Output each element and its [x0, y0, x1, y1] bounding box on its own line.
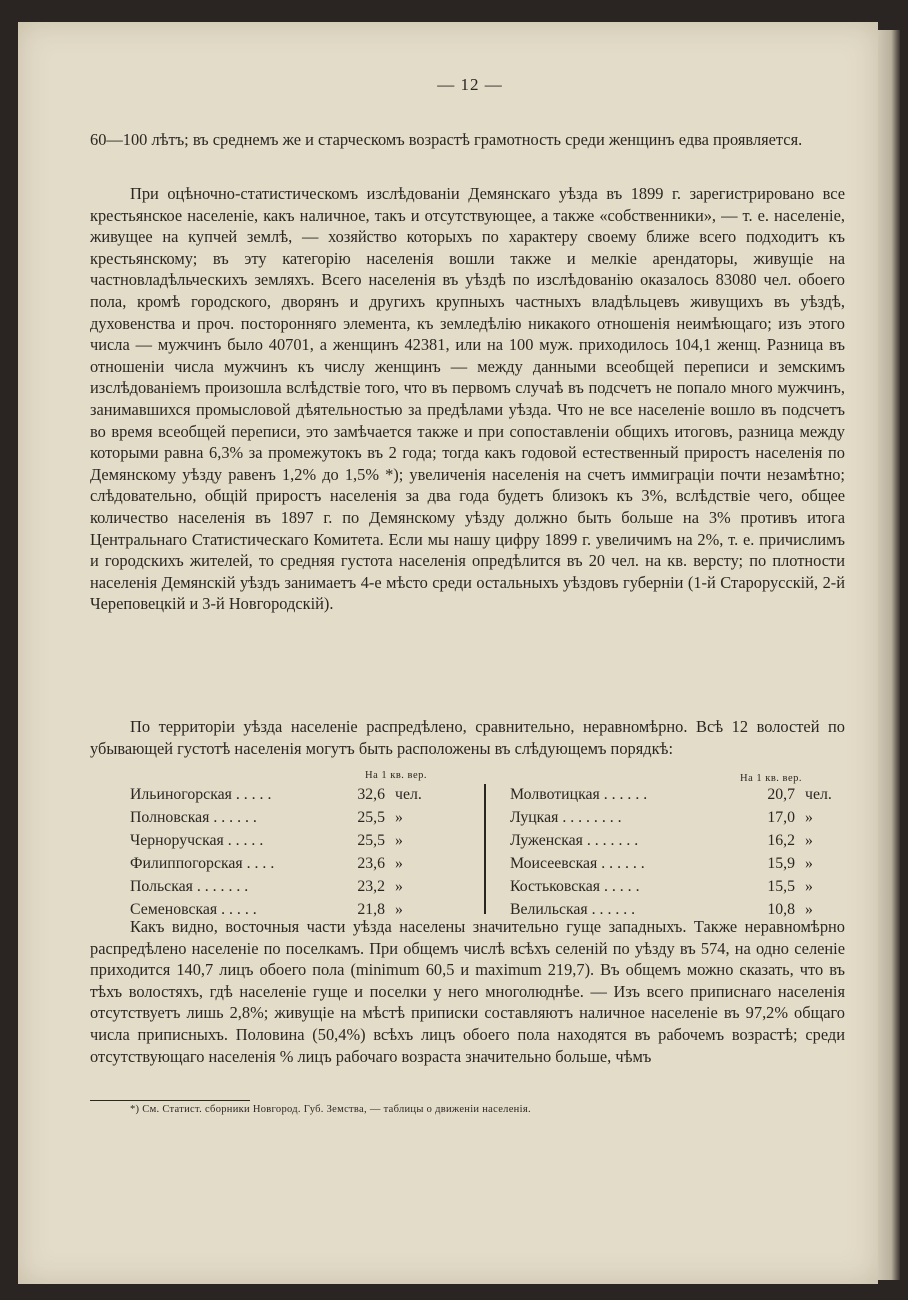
- density-value: 16,2: [767, 832, 795, 849]
- density-unit: »: [395, 878, 403, 895]
- paragraph-3: По территоріи уѣзда населеніе распредѣлено, сравнительно, неравномѣрно. Всѣ 12 волостей по убывающей густотѣ населенія могутъ быть расположены въ слѣдующемъ порядкѣ:: [90, 717, 845, 758]
- footnote: *) См. Статист. сборники Новгород. Губ. Земства, — таблицы о движеніи населенія.: [130, 1104, 531, 1115]
- paragraph-2: При оцѣночно-статистическомъ изслѣдованіи Демянскаго уѣзда въ 1899 г. зарегистрировано все крестьянское населеніе, какъ наличное, такъ и отсутствующее, а также «собственники», — т. е. населеніе, живущее на купчей землѣ, — хозяйство которыхъ по характеру своему ближе всего подходитъ къ крестьянскому; въ эту категорію населенія вошли также и мелкіе арендаторы, живущіе на частновладѣльческихъ земляхъ. Всего населенія въ уѣздѣ по изслѣдованію оказалось 83080 чел. обоего пола, кромѣ городского, дворянъ и другихъ крупныхъ частныхъ владѣльцевъ живущихъ въ уѣздѣ, духовенства и проч. посторонняго элемента, къ земледѣлію никакого отношенія неимѣющаго; изъ этого числа — мужчинъ было 40701, а женщинъ 42381, или на 100 муж. приходилось 104,1 женщ. Разница въ отношеніи числа мужчинъ къ числу женщинъ — между данными всеобщей переписи и земскимъ изслѣдованіемъ произошла вслѣдствіе того, что въ первомъ случаѣ въ подсчетъ не попало много мужчинъ, занимавшихся промысловой дѣятельностью за предѣлами уѣзда. Что не все населеніе вошло въ подсчетъ во время всеобщей переписи, это замѣчается также и при сопоставленіи общихъ итоговъ, разница между которыми равна 6,3% за промежутокъ въ 2 года; тогда какъ годовой естественный приростъ населенія по Демянскому уѣзду равенъ 1,2% до 1,5% *); увеличенія населенія на счетъ иммиграціи почти незамѣтно; слѣдовательно, общій приростъ населенія за два года будетъ близокъ къ 3%, вслѣдствіе чего, общее количество населенія въ 1897 г. по Демянскому уѣзду должно быть больше на 3% противъ итога Центральнаго Статистическаго Комитета. Если мы нашу цифру 1899 г. увеличимъ на 2%, т. е. причислимъ и городскихъ жителей, то средняя густота населенія опредѣлится въ 20 чел. на кв. версту; по плотности населенія Демянскій уѣздъ занимаетъ 4-е мѣсто среди остальныхъ уѣздовъ губерніи (1-й Старорусскій, 2-й Череповецкій и 3-й Новгородскій).: [90, 184, 845, 614]
- density-unit: »: [395, 855, 403, 872]
- volost-name: Филиппогорская . . . .: [130, 855, 275, 872]
- density-value: 25,5: [357, 809, 385, 826]
- table-row: [510, 855, 840, 877]
- volost-name: Полновская . . . . . .: [130, 809, 257, 826]
- paragraph-4: Какъ видно, восточныя части уѣзда населены значительно гуще западныхъ. Также неравномѣрно распредѣлено населеніе по поселкамъ. При общемъ числѣ всѣхъ селеній по уѣзду въ 574, на одно селеніе приходится 140,7 лицъ обоего пола (minimum 60,5 и maximum 219,7). Въ общемъ можно сказать, что въ тѣхъ волостяхъ, гдѣ населеніе гуще и поселки у него многолюднѣе. — Изъ всего приписнаго населенія отсутствуетъ лишь 2,8%; живущіе на мѣстѣ приписки составляютъ наличное населеніе въ 97,2% общаго числа приписныхъ. Половина (50,4%) всѣхъ лицъ обоего пола находятся въ рабочемъ возрастѣ; среди отсутствующаго населенія % лицъ рабочаго возраста значительно больше, чѣмъ: [90, 917, 845, 1066]
- density-unit: чел.: [395, 786, 422, 803]
- density-unit: »: [805, 901, 813, 918]
- density-unit: чел.: [805, 786, 832, 803]
- table-row: [510, 809, 840, 831]
- density-unit: »: [395, 809, 403, 826]
- density-value: 20,7: [767, 786, 795, 803]
- density-value: 32,6: [357, 786, 385, 803]
- density-value: 17,0: [767, 809, 795, 826]
- table-row: [130, 878, 470, 900]
- volost-name: Велильская . . . . . .: [510, 901, 636, 918]
- density-value: 23,6: [357, 855, 385, 872]
- density-value: 25,5: [357, 832, 385, 849]
- table-row: [130, 809, 470, 831]
- density-value: 10,8: [767, 901, 795, 918]
- volost-name: Луцкая . . . . . . . .: [510, 809, 622, 826]
- table-row: [130, 786, 470, 808]
- volost-name: Ильиногорская . . . . .: [130, 786, 272, 803]
- table-header-right: На 1 кв. вер.: [740, 773, 802, 784]
- density-unit: »: [805, 855, 813, 872]
- paragraph-1: 60—100 лѣтъ; въ среднемъ же и старческомъ возрастѣ грамотность среди женщинъ едва проявляется.: [90, 130, 803, 149]
- density-unit: »: [395, 901, 403, 918]
- density-unit: »: [395, 832, 403, 849]
- density-unit: »: [805, 809, 813, 826]
- volost-name: Луженская . . . . . . .: [510, 832, 639, 849]
- density-unit: »: [805, 878, 813, 895]
- table-row: [130, 832, 470, 854]
- table-row: [510, 786, 840, 808]
- density-value: 21,8: [357, 901, 385, 918]
- volost-name: Польская . . . . . . .: [130, 878, 249, 895]
- density-value: 15,5: [767, 878, 795, 895]
- footnote-rule: [90, 1100, 250, 1101]
- table-row: [130, 855, 470, 877]
- density-value: 15,9: [767, 855, 795, 872]
- table-row: [510, 832, 840, 854]
- volost-name: Моисеевская . . . . . .: [510, 855, 645, 872]
- table-row: [510, 878, 840, 900]
- page-edge: [878, 30, 900, 1280]
- page-number: — 12 —: [437, 75, 503, 94]
- table-divider: [484, 784, 486, 914]
- table-header-left: На 1 кв. вер.: [365, 770, 427, 781]
- density-unit: »: [805, 832, 813, 849]
- volost-name: Черноручская . . . . .: [130, 832, 264, 849]
- density-value: 23,2: [357, 878, 385, 895]
- volost-name: Костьковская . . . . .: [510, 878, 640, 895]
- volost-name: Молвотицкая . . . . . .: [510, 786, 648, 803]
- volost-name: Семеновская . . . . .: [130, 901, 257, 918]
